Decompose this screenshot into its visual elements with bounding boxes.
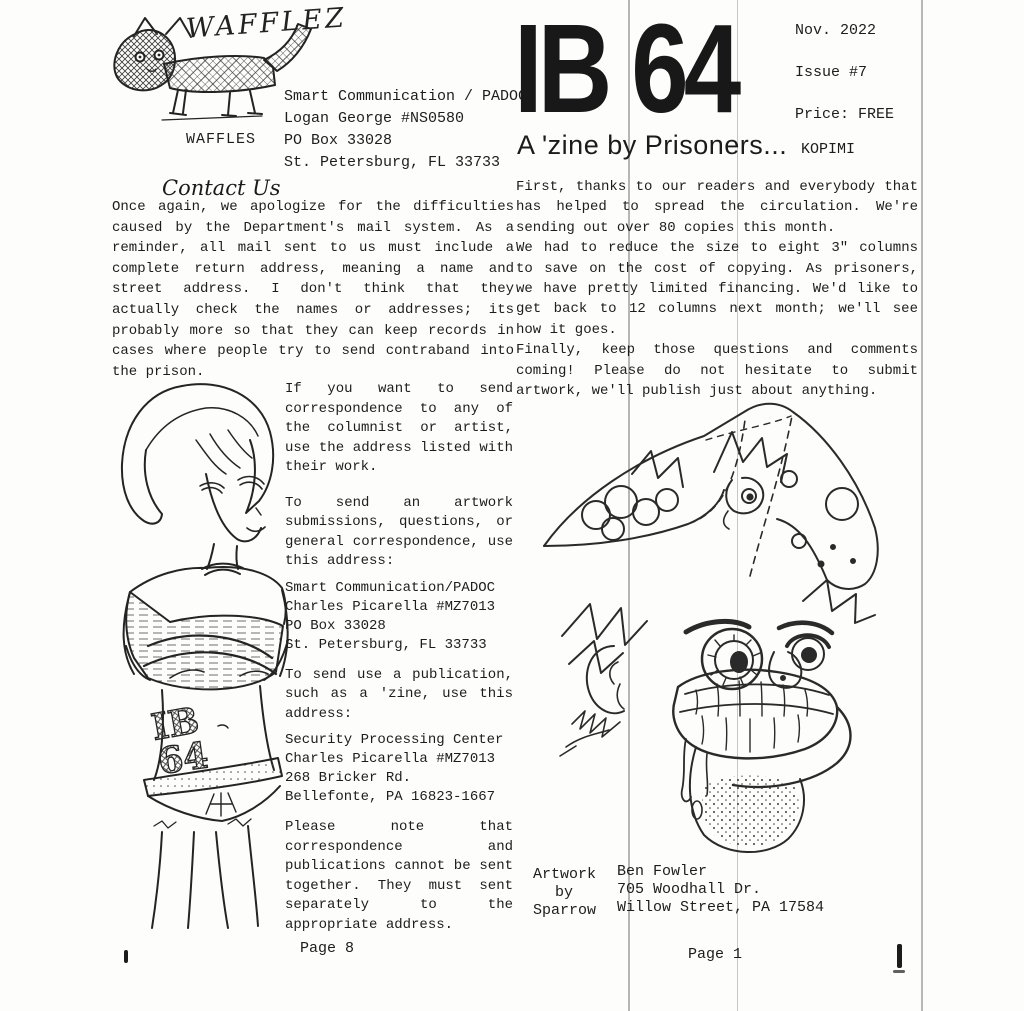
girl-graffiti-64: 64 [155, 734, 211, 783]
artist-address [617, 863, 824, 917]
cat-caption: WAFFLES [186, 131, 257, 148]
page-number-right: Page 1 [688, 946, 743, 963]
issue-date: Nov. 2022 [795, 22, 877, 39]
general-address-block [285, 579, 513, 655]
editorial-paragraph: First, thanks to our readers and everybody that has helped to spread the circulation. We're sending out over 80 copies this month. [516, 179, 918, 236]
artist-signature [560, 711, 620, 756]
artwork-submission-note: To send an artwork submissions, questions, or general correspondence, use this address: [285, 494, 513, 569]
address-line: 268 Bricker Rd. [285, 770, 412, 786]
credit-line: Sparrow [533, 902, 597, 919]
masthead-address-line: Logan George #NS0580 [284, 110, 465, 127]
address-line: Charles Picarella #MZ7013 [285, 598, 496, 615]
artist-address-line: Ben Fowler [617, 863, 708, 880]
credit-line: Artwork [533, 866, 597, 883]
address-line: Bellefonte, PA 16823-1667 [285, 789, 496, 805]
publication-note: To send use a publication, such as a 'zine, use this address: [285, 666, 513, 722]
address-line: PO Box 33028 [285, 617, 386, 634]
artwork-credit [533, 866, 596, 920]
zine-title: IB 64 [514, 0, 737, 139]
girl-graffiti-ib: IB [148, 699, 203, 749]
intro-paragraph: Once again, we apologize for the difficulties caused by the Department's mail system. As a reminder, all mail sent to us must include a complete return address, meaning a name and street address. I don't think that they actually check the names or addresses; its probably more so that they can keep records in cases where people try to send contraband into the prison. [112, 199, 514, 380]
girl-drawing [110, 378, 298, 930]
publication-address-block [285, 731, 513, 807]
issue-price: Price: FREE [795, 106, 895, 123]
issue-number: Issue #7 [795, 64, 868, 81]
ink-blot [893, 970, 905, 973]
fold-line-right-edge [921, 0, 923, 1011]
separate-mail-note: Please note that correspondence and publications cannot be sent together. They must sent separately to the appropriate address. [285, 819, 513, 933]
editorial-text [516, 177, 918, 401]
editorial-paragraph: Finally, keep those questions and comments coming! Please do not hesitate to submit artwork, we'll publish just about anything. [516, 342, 918, 400]
masthead-address [284, 86, 527, 174]
artist-address-line: Willow Street, PA 17584 [617, 899, 825, 916]
kopimi-label: KOPIMI [801, 141, 856, 158]
zine-subtitle: A 'zine by Prisoners... [517, 130, 788, 160]
masthead-address-line: St. Petersburg, FL 33733 [284, 154, 501, 171]
masthead-address-line: PO Box 33028 [284, 132, 393, 149]
address-line: Security Processing Center [285, 732, 504, 748]
ink-blot [897, 944, 902, 968]
left-page-column [285, 380, 513, 949]
credit-line: by [555, 884, 574, 901]
masthead-address-line: Smart Communication / PADOC [284, 88, 528, 105]
clown-drawing [536, 394, 890, 866]
contact-us-heading: Contact Us [162, 176, 281, 200]
correspondence-note: If you want to send correspondence to any of the columnist or artist, use the address listed with their work. [285, 381, 513, 475]
address-line: St. Petersburg, FL 33733 [285, 636, 487, 653]
editorial-paragraph: We had to reduce the size to eight 3" columns to save on the cost of copying. As prisoners, we have pretty limited financing. We'd like to get back to 12 columns next month; we'll see how it goes. [516, 240, 918, 338]
cat-name-handwritten: WAFFLEZ [185, 2, 348, 45]
address-line: Smart Communication/PADOC [285, 579, 496, 596]
artist-address-line: 705 Woodhall Dr. [617, 881, 762, 898]
page-number-left: Page 8 [300, 940, 355, 957]
ink-blot [124, 950, 128, 963]
address-line: Charles Picarella #MZ7013 [285, 751, 496, 767]
